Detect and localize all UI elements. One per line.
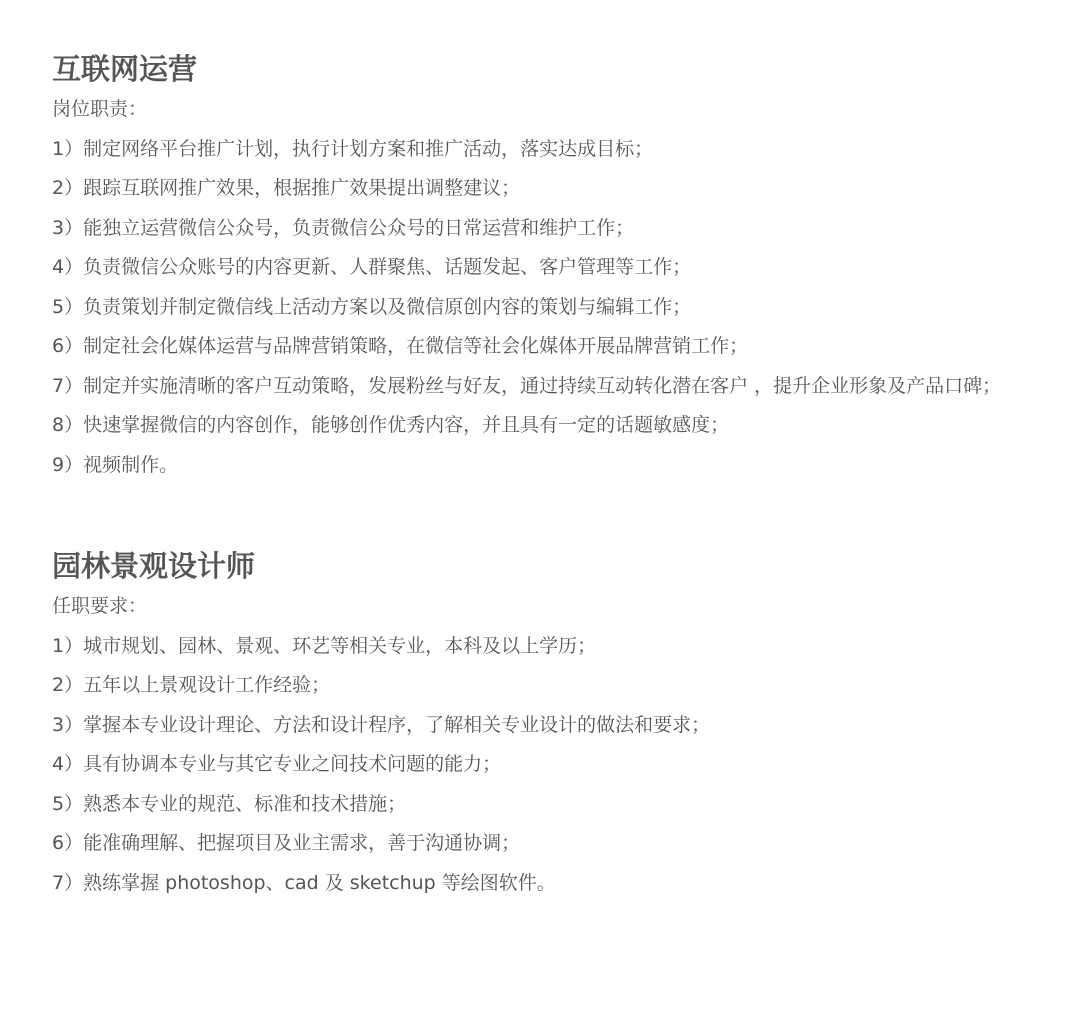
list-item: 3）掌握本专业设计理论、方法和设计程序，了解相关专业设计的做法和要求； — [52, 713, 711, 736]
job-title: 互联网运营 — [52, 52, 198, 86]
duty-list — [52, 130, 1035, 486]
list-item: 4）具有协调本专业与其它专业之间技术问题的能力； — [52, 753, 502, 775]
list-item: 2）五年以上景观设计工作经验； — [52, 674, 331, 696]
list-item: 8）快速掌握微信的内容创作，能够创作优秀内容，并且具有一定的话题敏感度； — [52, 414, 730, 436]
requirement-list — [52, 627, 1035, 904]
list-item: 1）制定网络平台推广计划，执行计划方案和推广活动，落实达成目标； — [52, 137, 654, 160]
list-item: 5）熟悉本专业的规范、标准和技术措施； — [52, 792, 407, 815]
list-item: 7）制定并实施清晰的客户互动策略，发展粉丝与好友，通过持续互动转化潜在客户 ，提升企业形象及产品口碑； — [52, 374, 1002, 397]
list-item: 3）能独立运营微信公众号，负责微信公众号的日常运营和维护工作； — [52, 216, 635, 239]
list-item: 4）负责微信公众账号的内容更新、人群聚焦、话题发起、客户管理等工作； — [52, 256, 692, 278]
list-item: 2）跟踪互联网推广效果，根据推广效果提出调整建议； — [52, 177, 521, 199]
list-item: 6）能准确理解、把握项目及业主需求，善于沟通协调； — [52, 832, 521, 854]
list-item: 5）负责策划并制定微信线上活动方案以及微信原创内容的策划与编辑工作； — [52, 295, 692, 318]
list-item: 1）城市规划、园林、景观、环艺等相关专业，本科及以上学历； — [52, 634, 597, 657]
job-section-internet-operations — [52, 50, 1035, 485]
list-item: 7）熟练掌握 photoshop、cad 及 sketchup 等绘图软件。 — [52, 871, 556, 894]
job-title: 园林景观设计师 — [52, 549, 256, 583]
job-subtitle: 任职要求： — [52, 595, 148, 617]
job-section-landscape-designer — [52, 547, 1035, 903]
job-subtitle: 岗位职责： — [52, 98, 148, 120]
list-item: 6）制定社会化媒体运营与品牌营销策略，在微信等社会化媒体开展品牌营销工作； — [52, 335, 749, 357]
list-item: 9）视频制作。 — [52, 453, 179, 476]
